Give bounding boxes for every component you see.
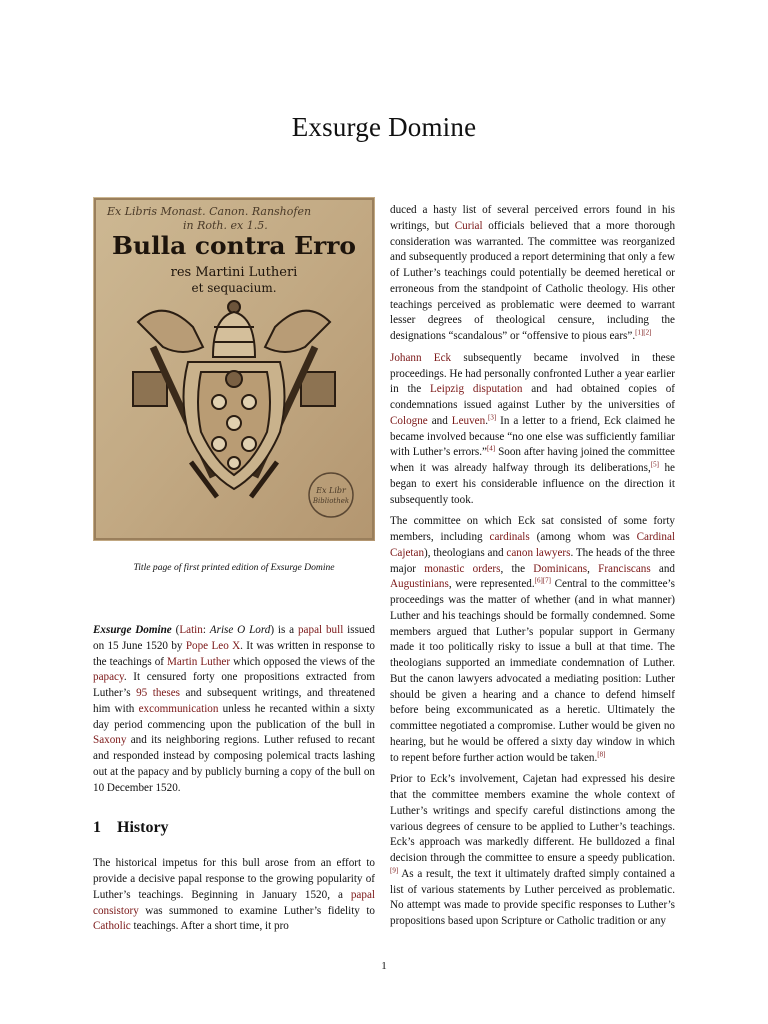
link-cardinal-cajetan[interactable]: Cardinal Cajetan	[390, 531, 675, 559]
svg-text:Bibliothek: Bibliothek	[312, 497, 350, 505]
citation-9[interactable]: [9]	[390, 866, 399, 875]
figure-caption: Title page of first printed edition of Exsurge Domine	[133, 562, 335, 573]
right-column	[390, 203, 675, 936]
link-martin-luther[interactable]: Martin Luther	[167, 655, 231, 668]
citation-5[interactable]: [5]	[650, 460, 659, 469]
link-cologne[interactable]: Cologne	[390, 414, 428, 427]
link-monastic-orders[interactable]: monastic orders	[424, 562, 501, 575]
history-paragraph-1-continued: duced a hasty list of several perceived errors found in his writings, but Curial officials believed that a more thorough consideration was warranted. The committee was reorganized and subsequently produced a report determining that only a few of Luther’s teachings could potentially be deemed heretical or erroneous from the standpoint of Catholic theology. His other teachings perceived as problematic were deemed to warrant lesser degrees of theological censure, including the designations “scandalous” or “offensive to pious ears”.[1][2]	[390, 204, 676, 342]
section-heading-history: 1 History	[93, 819, 169, 837]
link-saxony[interactable]: Saxony	[93, 734, 127, 747]
intro-paragraph: Exsurge Domine (Latin: Arise O Lord) is a papal bull issued on 15 June 1520 by Pope Leo X. It was written in response to the teachings of Martin Luther which opposed the views of the papacy. It censured forty one propositions extracted from Luther’s 95 theses and subsequent writings, and threatened him with excommunication unless he recanted within a sixty day period commencing upon the publication of the bull in Saxony and its neighboring regions. Luther refused to recant and responded instead by composing polemical tracts lashing out at the papacy and by publicly burning a copy of the bull on 10 December 1520.	[93, 624, 376, 794]
link-papal-consistory[interactable]: papal consistory	[93, 888, 375, 917]
link-leipzig-disputation[interactable]: Leipzig disputation	[430, 383, 523, 396]
link-pope-leo-x[interactable]: Pope Leo X	[185, 639, 241, 652]
link-johann-eck[interactable]: Johann Eck	[390, 351, 452, 364]
citation-8[interactable]: [8]	[597, 749, 606, 758]
link-dominicans[interactable]: Dominicans	[533, 562, 588, 575]
link-catholic[interactable]: Catholic	[93, 920, 131, 933]
citation-1-2[interactable]: [1][2]	[635, 328, 652, 337]
citation-4[interactable]: [4]	[486, 444, 496, 453]
svg-text:in Roth. ex 1.5.: in Roth. ex 1.5.	[183, 219, 268, 232]
svg-text:Ex Libr: Ex Libr	[316, 486, 346, 495]
link-augustinians[interactable]: Augustinians	[390, 578, 449, 591]
page-number: 1	[381, 960, 387, 972]
print-line-3: et sequacium.	[191, 281, 277, 295]
citation-6-7[interactable]: [6][7]	[534, 576, 551, 585]
history-paragraph-2: Johann Eck subsequently became involved in these proceedings. He had personally confronted Luther a year earlier in the Leipzig disputation and had obtained copies of condemnations issued against Luther by the universities of Cologne and Leuven.[3] In a letter to a friend, Eck claimed he became involved because “no one else was sufficiently familiar with Luther’s errors.”[4] Soon after having joined the committee when it was already halfway through its deliberations,[5] he began to exert his considerable influence on the direction it subsequently took.	[390, 351, 675, 506]
print-line-2: res Martini Lutheri	[170, 265, 298, 280]
svg-text:Ex Libris Monast. Canon. Ransh: Ex Libris Monast. Canon. Ranshofen	[107, 205, 312, 218]
title-page-image	[93, 197, 375, 541]
link-curial[interactable]: Curial	[454, 219, 483, 232]
link-excommunication[interactable]: excommunication	[138, 702, 219, 715]
link-canon-lawyers[interactable]: canon lawyers	[506, 546, 571, 559]
link-papacy[interactable]: papacy	[93, 671, 124, 684]
left-column	[93, 623, 375, 941]
link-95-theses[interactable]: 95 theses	[136, 687, 180, 699]
link-franciscans[interactable]: Franciscans	[598, 562, 651, 575]
link-leuven[interactable]: Leuven	[451, 414, 486, 427]
link-latin[interactable]: Latin	[179, 624, 203, 636]
history-paragraph-4: Prior to Eck’s involvement, Cajetan had expressed his desire that the committee members examine the whole context of Luther’s writings and specify careful distinctions among the various degrees of censure to be applied to Luther’s teachings. Eck’s approach was markedly different. He bulldozed a final decision through the committee to ensure a speedy publication.[9] As a result, the text it ultimately drafted simply contained a list of various statements by Luther perceived as problematic. No attempt was made to provide specific responses to Luther’s propositions based upon Scripture or Catholic tradition or any	[390, 773, 675, 927]
page-title: Exsurge Domine	[291, 112, 477, 142]
history-paragraph-3: The committee on which Eck sat consisted of some forty members, including cardinals (among whom was Cardinal Cajetan), theologians and canon lawyers. The heads of the three major monastic orders, the Dominicans, Franciscans and Augustinians, were represented.[6][7] Central to the committee’s proceedings was the matter of whether (and in what manner) Luther and his teachings should be formally condemned. Some members argued that Luther’s popular support in Germany made it too politically risky to issue a bull at that time. The theologians supported an immediate condemnation of Luther. But the canon lawyers advocated a mediating position: Luther should be given a hearing and a chance to defend himself before being excommunicated as a heretic. Ultimately the committee negotiated a compromise. Luther would be given no hearing, but he would be offered a sixty day window in which to repent before further action would be taken.[8]	[390, 515, 676, 764]
citation-3[interactable]: [3]	[487, 413, 497, 422]
print-line-1: Bulla contra Erro	[112, 231, 356, 260]
link-papal-bull[interactable]: papal bull	[297, 624, 344, 636]
link-cardinals[interactable]: cardinals	[489, 531, 530, 543]
history-paragraph-1: The historical impetus for this bull arose from an effort to provide a decisive papal response to the growing popularity of Luther’s teachings. Beginning in January 1520, a papal consistory was summoned to examine Luther’s fidelity to Catholic teachings. After a short time, it pro	[93, 857, 375, 933]
